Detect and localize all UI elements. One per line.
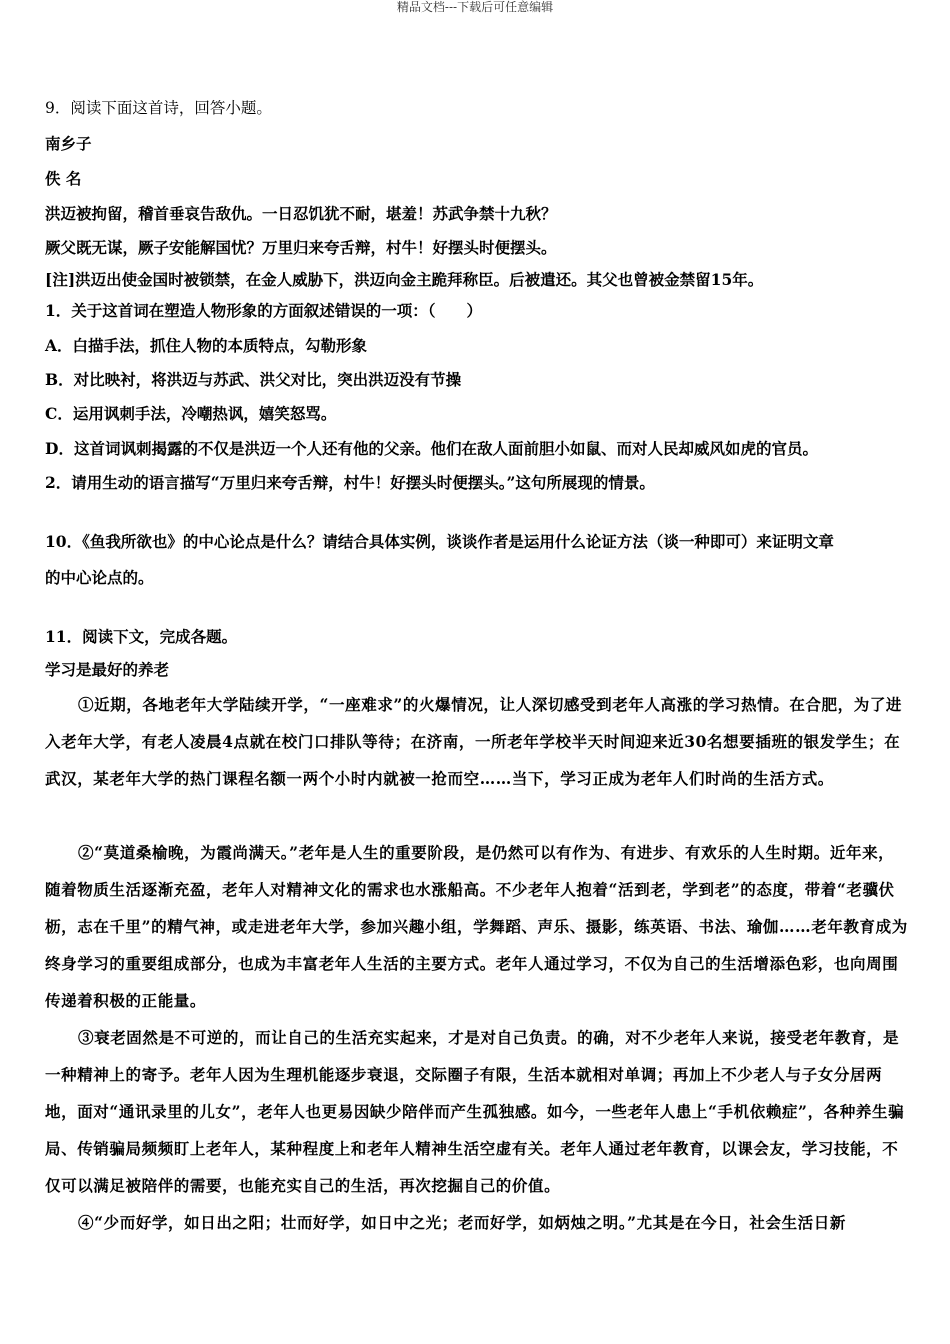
q9-sub-2: 2．请用生动的语言描写“万里归来夸舌辩，村牛！好摆头时便摆头。”这句所展现的情景。	[45, 473, 655, 492]
option-a: A．白描手法，抓住人物的本质特点，勾勒形象	[45, 336, 368, 355]
article-paragraph-1: ①近期，各地老年大学陆续开学，“一座难求”的火爆情况，让人深切感受到老年人高涨的学习热情。在合肥，为了进入老年大学，有老人凌晨4点就在校门口排队等待；在济南，一所老年学校半天时间迎来近30名想要插班的银发学生；在武汉，某老年大学的热门课程名额一两个小时内就被一抢而空……当下，学习正成为老年人们时尚的生活方式。	[45, 695, 903, 788]
article-paragraph-2: ②“莫道桑榆晚，为霞尚满天。”老年是人生的重要阶段，是仍然可以有作为、有进步、有欢乐的人生时期。近年来，随着物质生活逐渐充盈，老年人对精神文化的需求也水涨船高。不少老年人抱着“活到老，学到老”的态度，带着“老骥伏枥，志在千里”的精气神，或走进老年大学，参加兴趣小组，学舞蹈、声乐、摄影，练英语、书法、瑜伽……老年教育成为终身学习的重要组成部分，也成为丰富老年人生活的主要方式。老年人通过学习，不仅为自己的生活增添色彩，也向周围传递着积极的正能量。	[45, 843, 908, 1010]
option-b: B．对比映衬，将洪迈与苏武、洪父对比，突出洪迈没有节操	[45, 370, 462, 389]
option-c: C．运用讽刺手法，冷嘲热讽，嬉笑怒骂。	[45, 404, 337, 423]
page-header: 精品文档---下载后可任意编辑	[396, 0, 554, 14]
q9-sub-1: 1．关于这首词在塑造人物形象的方面叙述错误的一项：（ ）	[45, 301, 483, 320]
poem-line-2: 厥父既无谋，厥子安能解国忧？万里归来夸舌辩，村牛！好摆头时便摆头。	[45, 238, 557, 257]
poem-title: 南乡子	[45, 134, 92, 153]
q11-prompt: 11．阅读下文，完成各题。	[45, 627, 238, 646]
option-d: D．这首词讽刺揭露的不仅是洪迈一个人还有他的父亲。他们在敌人面前胆小如鼠、而对人民却威风如虎的官员。	[45, 439, 818, 458]
q10-line-1: 10．《鱼我所欲也》的中心论点是什么？请结合具体实例，谈谈作者是运用什么论证方法（谈一种即可）来证明文章	[45, 532, 834, 551]
article-paragraph-3: ③衰老固然是不可逆的，而让自己的生活充实起来，才是对自己负责。的确，对不少老年人来说，接受老年教育，是一种精神上的寄予。老年人因为生理机能逐步衰退，交际圈子有限，生活本就相对单调；再加上不少老人与子女分居两地，面对“通讯录里的儿女”，老年人也更易因缺少陪伴而产生孤独感。如今，一些老年人患上“手机依赖症”，各种养生骗局、传销骗局频频盯上老年人，某种程度上和老年人精神生活空虚有关。老年人通过老年教育，以课会友，学习技能，不仅可以满足被陪伴的需要，也能充实自己的生活，再次挖掘自己的价值。	[45, 1028, 905, 1195]
poem-note: [注]洪迈出使金国时被锁禁，在金人威胁下，洪迈向金主跪拜称臣。后被遣还。其父也曾被金禁留15年。	[45, 270, 764, 289]
q10-line-2: 的中心论点的。	[45, 568, 154, 587]
article-paragraph-4: ④“少而好学，如日出之阳；壮而好学，如日中之光；老而好学，如炳烛之明。”尤其是在今日，社会生活日新	[78, 1213, 846, 1232]
poem-author: 佚 名	[45, 169, 82, 188]
q9-prompt: 9．阅读下面这首诗，回答小题。	[45, 99, 272, 117]
article-title: 学习是最好的养老	[45, 660, 170, 679]
poem-line-1: 洪迈被拘留，稽首垂哀告敌仇。一日忍饥犹不耐，堪羞！苏武争禁十九秋？	[45, 204, 557, 223]
